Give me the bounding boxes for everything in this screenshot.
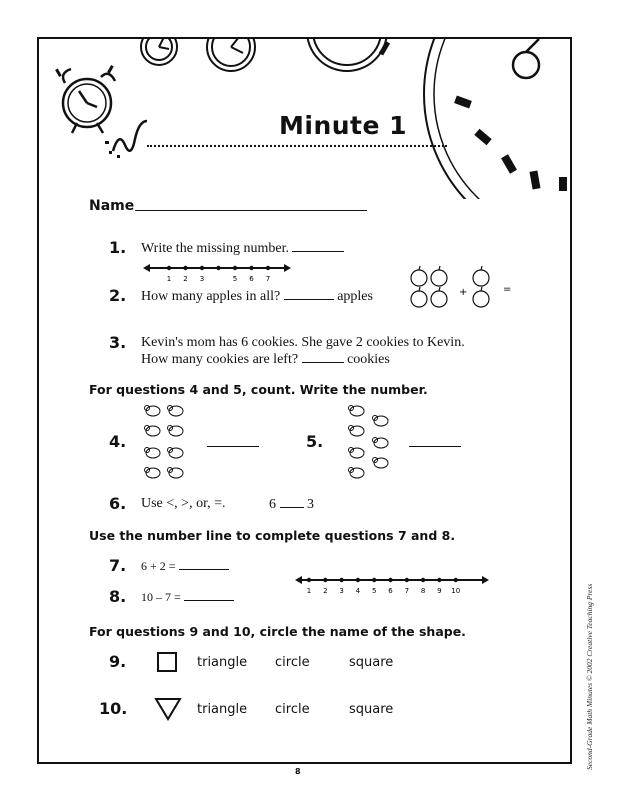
number-line-label: 2 [323, 587, 328, 595]
number-line-label: 5 [232, 275, 238, 283]
number-line-tick [266, 266, 270, 270]
number-line-tick [200, 266, 204, 270]
number-line-tick [249, 266, 253, 270]
question-5-answer-blank[interactable] [409, 435, 461, 447]
worksheet-frame [37, 37, 572, 764]
number-line-tick [339, 578, 343, 582]
number-line-label: 9 [437, 587, 442, 595]
question-9-number: 9. [109, 652, 127, 671]
question-7-text: 6 + 2 = [141, 558, 229, 574]
number-line-label: 1 [306, 587, 312, 595]
bug-icon [350, 406, 364, 416]
question-2-number: 2. [109, 286, 127, 305]
number-line-tick [233, 266, 237, 270]
number-line-label: 7 [404, 587, 410, 595]
bug-icon [146, 448, 160, 458]
question-7-answer-blank[interactable] [179, 558, 229, 570]
question-6-answer-blank[interactable] [280, 496, 304, 508]
number-line-2 [295, 573, 491, 597]
number-line-label: 7 [265, 275, 271, 283]
bug-icon [169, 448, 183, 458]
bug-icon [146, 406, 160, 416]
question-4-number: 4. [109, 432, 127, 451]
question-7-number: 7. [109, 556, 127, 575]
number-line-label: 6 [249, 275, 254, 283]
bug-icon [169, 468, 183, 478]
question-2-text: How many apples in all? apples [141, 289, 373, 304]
question-5-number: 5. [306, 432, 324, 451]
question-9-option-circle[interactable]: circle [275, 655, 310, 670]
name-label: Name [89, 198, 135, 214]
question-4-answer-blank[interactable] [207, 435, 259, 447]
number-line-1 [143, 261, 293, 283]
question-5-bugs-icon [345, 403, 395, 485]
bug-icon [350, 468, 364, 478]
question-3-answer-blank[interactable] [302, 351, 344, 363]
question-10-number: 10. [99, 699, 128, 718]
apples-illustration [407, 265, 517, 313]
bug-icon [146, 468, 160, 478]
bug-icon [350, 448, 364, 458]
question-1-text: Write the missing number. [141, 240, 344, 257]
bug-icon [374, 416, 388, 426]
question-4-bugs-icon [141, 403, 191, 485]
number-line-label: 3 [339, 587, 344, 595]
question-10-option-triangle[interactable]: triangle [197, 702, 248, 717]
section-heading-shapes: For questions 9 and 10, circle the name of the shape. [89, 624, 466, 639]
number-line-label: 3 [199, 275, 205, 283]
number-line-tick [421, 578, 425, 582]
question-6-comparison: 6 3 [269, 497, 314, 512]
copyright-credit: Second-Grade Math Minutes © 2002 Creative Teaching Press [585, 583, 594, 770]
alarm-clock-icon [47, 61, 157, 161]
number-line-tick [405, 578, 409, 582]
question-9-option-square[interactable]: square [349, 655, 394, 670]
number-line-missing-tick [216, 266, 220, 270]
number-line-label: 10 [451, 587, 461, 595]
number-line-tick [183, 266, 187, 270]
number-line-tick [307, 578, 311, 582]
number-line-label: 4 [355, 587, 361, 595]
question-8-number: 8. [109, 587, 127, 606]
question-1-number: 1. [109, 238, 127, 257]
name-field[interactable] [135, 210, 367, 211]
question-6-text: Use <, >, or, =. [141, 496, 226, 511]
question-3-line-2: How many cookies are left? cookies [141, 352, 390, 367]
question-8-text: 10 – 7 = [141, 589, 234, 605]
title-underline [147, 145, 447, 147]
number-line-label: 2 [183, 275, 188, 283]
bug-icon [374, 438, 388, 448]
number-line-tick [356, 578, 360, 582]
number-line-tick [454, 578, 458, 582]
question-8-answer-blank[interactable] [184, 589, 234, 601]
bug-icon [374, 458, 388, 468]
bug-icon [350, 426, 364, 436]
svg-text:+: + [459, 287, 468, 298]
page-number: 8 [295, 767, 301, 776]
number-line-tick [437, 578, 441, 582]
number-line-tick [167, 266, 171, 270]
section-heading-count: For questions 4 and 5, count. Write the number. [89, 382, 428, 397]
number-line-tick [323, 578, 327, 582]
bug-icon [169, 426, 183, 436]
section-heading-number-line: Use the number line to complete questions 7 and 8. [89, 528, 456, 543]
bug-icon [146, 426, 160, 436]
question-6-number: 6. [109, 494, 127, 513]
number-line-tick [388, 578, 392, 582]
square-shape-icon [156, 651, 178, 673]
question-2-answer-blank[interactable] [284, 288, 334, 300]
svg-text:=: = [503, 284, 512, 295]
triangle-shape-icon [154, 697, 182, 721]
question-1-answer-blank[interactable] [292, 240, 344, 252]
number-line-label: 8 [420, 587, 426, 595]
bug-icon [169, 406, 183, 416]
number-line-label: 5 [371, 587, 377, 595]
question-10-option-circle[interactable]: circle [275, 702, 310, 717]
question-3-line-1: Kevin's mom has 6 cookies. She gave 2 cookies to Kevin. [141, 335, 465, 350]
question-3-number: 3. [109, 333, 127, 352]
question-10-option-square[interactable]: square [349, 702, 394, 717]
number-line-tick [372, 578, 376, 582]
question-9-option-triangle[interactable]: triangle [197, 655, 248, 670]
number-line-label: 1 [166, 275, 172, 283]
number-line-label: 6 [388, 587, 393, 595]
page-title: Minute 1 [279, 111, 408, 140]
